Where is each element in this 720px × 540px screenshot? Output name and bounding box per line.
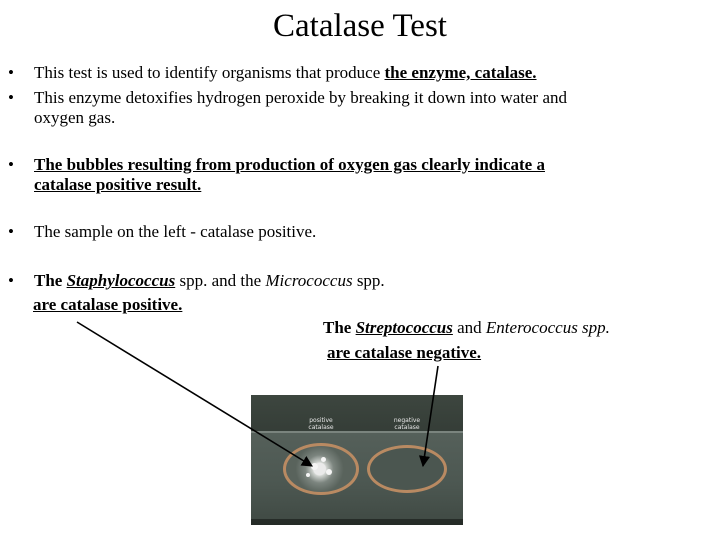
arrow-to-positive [77,322,312,466]
bullet-marker: • [8,88,14,107]
bullet-marker: • [8,63,14,82]
bullet-marker: • [8,271,14,290]
bullet-text: The sample on the left - catalase positive. [34,222,317,241]
bullet-text-line2: catalase positive result. [34,175,202,194]
note-and: and [452,318,486,337]
bullet-text-line1: The bubbles resulting from production of oxygen gas clearly indicate a [34,155,545,174]
enzyme-highlight: the enzyme, catalase. [384,63,537,82]
bullet-marker: • [8,222,14,241]
genus-micrococcus: Micrococcus [265,271,353,290]
genus-staphylococcus: Staphylococcus [66,271,176,290]
bullet-marker: • [8,155,14,174]
label-text: negative catalase [393,417,421,431]
bullet-text-mid: spp. and the [175,271,266,290]
positive-conclusion: are catalase positive. [33,295,183,314]
genus-streptococcus: Streptococcus [355,318,453,337]
arrow-to-negative [423,366,438,466]
bullet-text: This test is used to identify organisms that produce [34,63,385,82]
bullet-text-line1: This enzyme detoxifies hydrogen peroxide by breaking it down into water and [34,88,567,107]
genus-enterococcus: Enterococcus spp. [485,318,610,337]
label-text: positive catalase [308,417,334,431]
bullet-text-the: The [34,271,67,290]
note-the: The [323,318,356,337]
bullet-text-end: spp. [352,271,385,290]
slide-title: Catalase Test [273,8,447,44]
bullet-text-line2: oxygen gas. [34,108,116,127]
negative-conclusion: are catalase negative. [327,343,482,362]
